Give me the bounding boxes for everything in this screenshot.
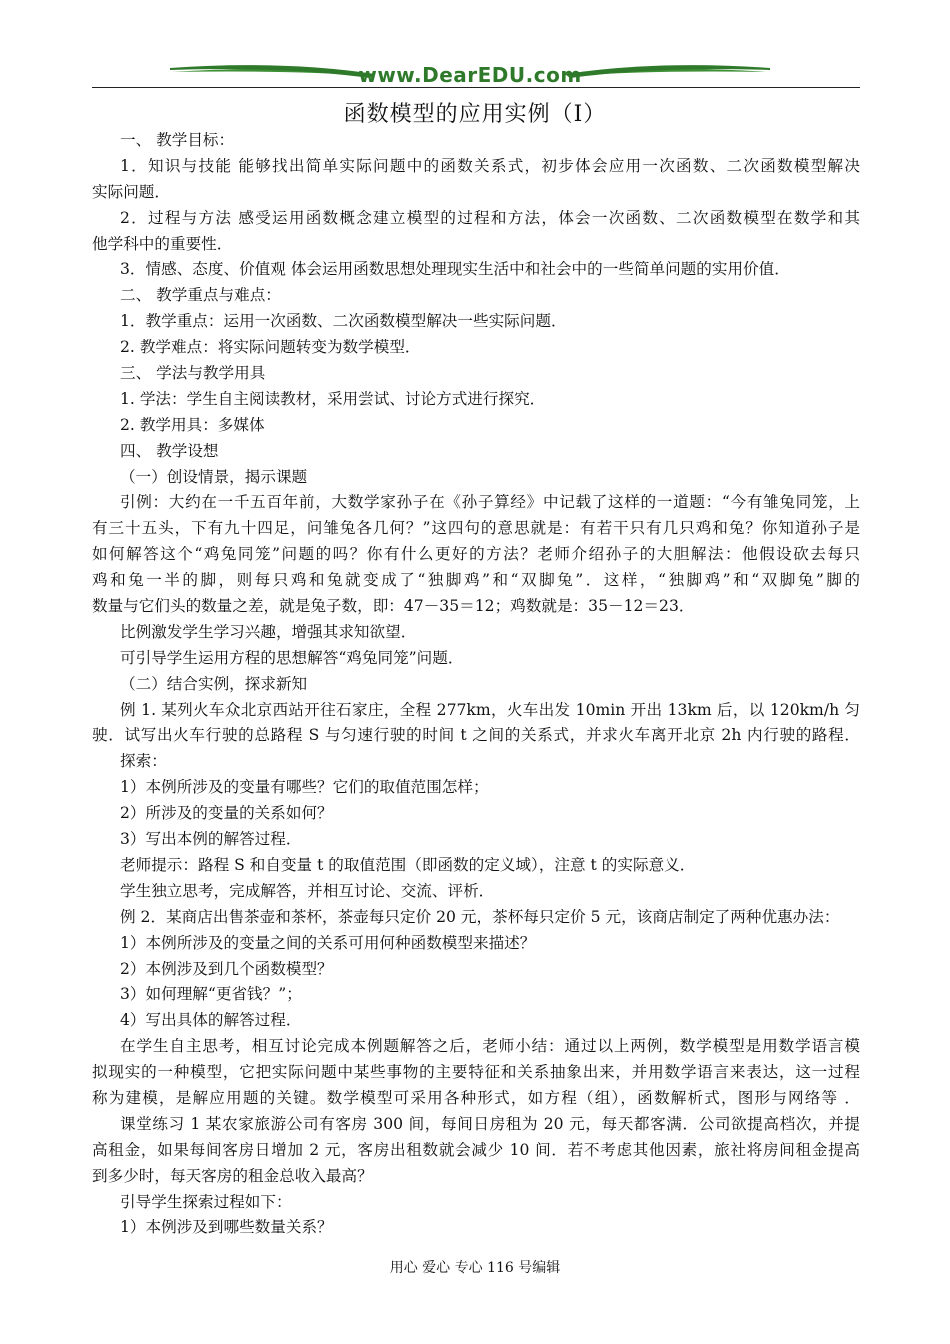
text-line: 引导学生探索过程如下： bbox=[120, 1192, 292, 1211]
text-line: 可引导学生运用方程的思想解答“鸡兔同笼”问题． bbox=[120, 648, 464, 667]
text-line: 课堂练习 1 某农家旅游公司有客房 300 间，每间日房租为 20 元，每天都客满．公司欲提高档次，并提 bbox=[120, 1114, 860, 1133]
text-line: 高租金，如果每间客房日增加 2 元，客房出租数就会减少 10 间．若不考虑其他因素，旅社将房间租金提高 bbox=[92, 1140, 860, 1159]
text-line: 1．知识与技能 能够找出简单实际问题中的函数关系式，初步体会应用一次函数、二次函数模型解决 bbox=[120, 156, 860, 175]
text-line: 称为建模，是解应用题的关键。数学模型可采用各种形式，如方程（组），函数解析式，图形与网络等 ． bbox=[92, 1088, 860, 1107]
text-line: 有三十五头，下有九十四足，问雏兔各几何？”这四句的意思就是：有若干只有几只鸡和兔？你知道孙子是 bbox=[92, 519, 860, 538]
text-line: 3．情感、态度、价值观 体会运用函数思想处理现实生活中和社会中的一些简单问题的实用价值． bbox=[120, 260, 790, 279]
text-line: 1）本例涉及到哪些数量关系？ bbox=[120, 1218, 333, 1237]
text-line: 引例：大约在一千五百年前，大数学家孙子在《孙子算经》中记载了这样的一道题：“今有雏兔同笼，上 bbox=[120, 493, 860, 512]
text-line: （一）创设情景，揭示课题 bbox=[120, 467, 308, 486]
text-line: 如何解答这个“鸡兔同笼”问题的吗？你有什么更好的方法？老师介绍孙子的大胆解法：他假设砍去每只 bbox=[92, 545, 860, 564]
text-line: 2. 教学用具：多媒体 bbox=[120, 415, 265, 434]
text-line: 1）本例所涉及的变量有哪些？它们的取值范围怎样； bbox=[120, 778, 489, 797]
text-line: 1. 学法：学生自主阅读教材，采用尝试、讨论方式进行探究． bbox=[120, 389, 546, 408]
text-line: 二、 教学重点与难点： bbox=[120, 286, 281, 305]
text-line: 例 1. 某列火车众北京西站开往石家庄，全程 277km，火车出发 10min 开出 13km 后，以 120km/h 匀 bbox=[120, 700, 860, 719]
text-line: （二）结合实例，探求新知 bbox=[120, 674, 308, 693]
text-line: 3）写出本例的解答过程． bbox=[120, 830, 302, 849]
text-line: 他学科中的重要性． bbox=[92, 234, 233, 253]
page-footer: 用心 爱心 专心 116 号编辑 bbox=[389, 1260, 561, 1276]
text-line: 实际问题． bbox=[92, 182, 170, 201]
text-line: 学生独立思考，完成解答，并相互讨论、交流、评析． bbox=[120, 881, 495, 900]
text-line: 四、 教学设想 bbox=[120, 441, 219, 460]
site-name: www.DearEDU.com bbox=[358, 63, 582, 87]
text-line: 数量与它们头的数量之差，就是兔子数，即：47－35＝12；鸡数就是：35－12＝23． bbox=[92, 597, 695, 616]
text-line: 例 2．某商店出售茶壶和茶杯，茶壶每只定价 20 元，茶杯每只定价 5 元，该商店制定了两种优惠办法： bbox=[120, 907, 840, 926]
body-text bbox=[92, 128, 860, 1241]
text-line: 三、 学法与教学用具 bbox=[120, 364, 266, 383]
text-line: 2）本例涉及到几个函数模型？ bbox=[120, 959, 333, 978]
text-line: 一、 教学目标： bbox=[120, 131, 235, 149]
text-line: 1．教学重点：运用一次函数、二次函数模型解决一些实际问题． bbox=[120, 312, 567, 331]
text-line: 2. 教学难点：将实际问题转变为数学模型． bbox=[120, 338, 421, 357]
text-line: 2）所涉及的变量的关系如何？ bbox=[120, 804, 333, 823]
text-line: 探索： bbox=[120, 752, 167, 771]
text-line: 老师提示：路程 S 和自变量 t 的取值范围（即函数的定义域），注意 t 的实际意义． bbox=[120, 855, 696, 874]
site-banner bbox=[170, 60, 770, 90]
text-line: 到多少时，每天客房的租金总收入最高？ bbox=[92, 1166, 373, 1185]
header-rule bbox=[92, 87, 860, 88]
text-line: 比例激发学生学习兴趣，增强其求知欲望． bbox=[120, 622, 417, 641]
text-line: 驶．试写出火车行驶的总路程 S 与匀速行驶的时间 t 之间的关系式，并求火车离开北京 2h 内行驶的路程． bbox=[92, 726, 860, 745]
text-line: 4）写出具体的解答过程． bbox=[120, 1011, 302, 1030]
text-line: 鸡和兔一半的脚，则每只鸡和兔就变成了“独脚鸡”和“双脚兔”．这样，“独脚鸡”和“双脚兔”脚的 bbox=[92, 571, 860, 590]
text-line: 拟现实的一种模型，它把实际问题中某些事物的主要特征和关系抽象出来，并用数学语言来表达，这一过程 bbox=[92, 1063, 860, 1082]
text-line: 在学生自主思考，相互讨论完成本例题解答之后，老师小结：通过以上两例，数学模型是用数学语言模 bbox=[120, 1037, 860, 1056]
page-title: 函数模型的应用实例（Ⅰ） bbox=[343, 102, 607, 127]
text-line: 2．过程与方法 感受运用函数概念建立模型的过程和方法，体会一次函数、二次函数模型在数学和其 bbox=[120, 208, 860, 227]
text-line: 1）本例所涉及的变量之间的关系可用何种函数模型来描述？ bbox=[120, 933, 536, 952]
text-line: 3）如何理解“更省钱？”； bbox=[120, 985, 302, 1004]
